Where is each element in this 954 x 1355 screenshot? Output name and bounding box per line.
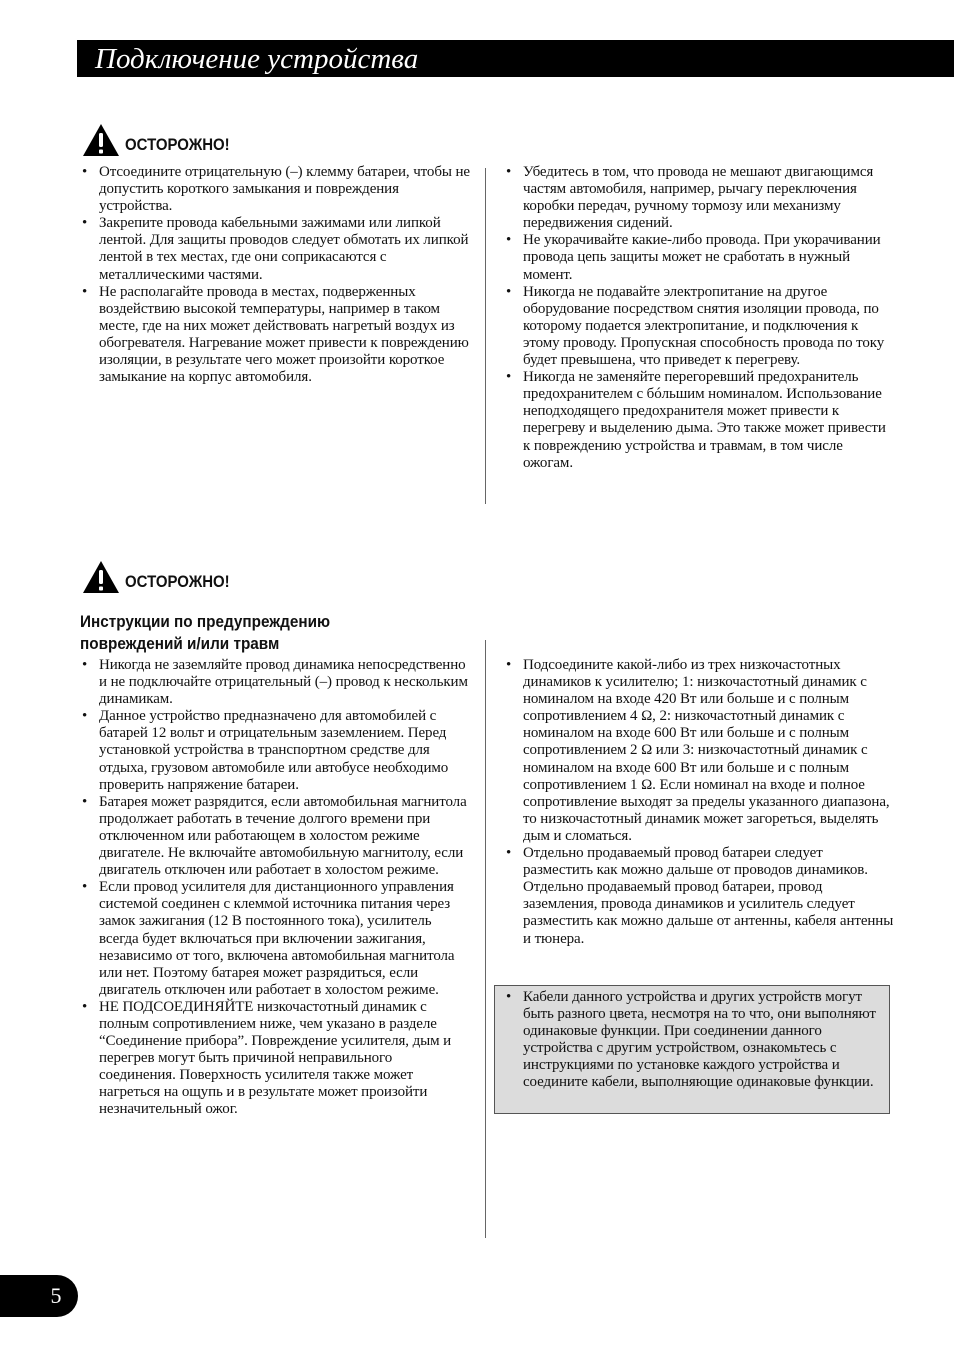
note-box	[494, 985, 890, 1114]
list-item: • Никогда не заменяйте перегоревший предохранитель предохранителем с бóльшим номиналом. Использование неподходящего предохранителя может привести к перегреву и выделению дыма. Это также может привести к повреждению устройства и травмам, в том числе ожогам.	[502, 369, 894, 472]
list-item: • Убедитесь в том, что провода не мешают двигающимся частям автомобиля, например, рычагу переключения коробки передач, ручному тормозу или механизму передвижения сидений.	[502, 164, 894, 232]
heading-line: Инструкции по предупреждению	[80, 612, 331, 631]
warning-triangle-icon	[82, 560, 120, 594]
list-item: • Не укорачивайте какие-либо провода. При укорачивании провода цепь защиты может не сработать в нужный момент.	[502, 232, 894, 283]
page-title: Подключение устройства	[95, 43, 419, 75]
list-item: • Никогда не подавайте электропитание на другое оборудование посредством снятия изоляции провода, по которому подается электропитание, и подключения к этому проводу. Пропускная способность провода по току будет превышена, что приведет к перегреву.	[502, 284, 894, 369]
section-title-bar	[77, 40, 954, 77]
list-item: • Отсоедините отрицательную (–) клемму батареи, чтобы не допустить короткого замыкания и повреждения устройства.	[78, 164, 470, 215]
list-item: • Если провод усилителя для дистанционного управления системой соединен с клеммой источника питания через замок зажигания (12 В постоянного тока), усилитель всегда будет включаться при включении зажигания, независимо от того, включена автомобильная магнитола или нет. Поэтому батарея может разрядиться, если двигатель отключен или работает в холостом режиме.	[78, 879, 470, 999]
section1-left-column	[78, 164, 470, 386]
note-content	[502, 989, 884, 1092]
note-item: • Кабели данного устройства и других устройств могут быть разного цвета, несмотря на то что, они выполняют одинаковые функции. При соединении данного устройства с другим устройством, ознакомьтесь с инструкциями по установке каждого устройства и соедините кабели, выполняющие одинаковые функции.	[502, 989, 884, 1092]
section2-left-column	[78, 657, 470, 1119]
list-item: • Отдельно продаваемый провод батареи следует разместить как можно дальше от проводов динамиков. Отдельно продаваемый провод батареи, провод заземления, провода динамиков и усилитель следует разместить как можно дальше от антенны, кабеля антенны и тюнера.	[502, 845, 894, 948]
column-divider	[485, 640, 486, 1238]
list-item: • Батарея может разрядится, если автомобильная магнитола продолжает работать в течение долгого времени при отключенном или работающем в холостом режиме двигателе. Не включайте автомобильную магнитолу, если двигатель отключен или работает в холостом режиме.	[78, 794, 470, 879]
section1-right-column	[502, 164, 894, 472]
list-item: • Закрепите провода кабельными зажимами или липкой лентой. Для защиты проводов следует обмотать их липкой лентой в тех местах, где они соприкасаются с металлическими частями.	[78, 215, 470, 283]
list-item: • Не располагайте провода в местах, подверженных воздействию высокой температуры, например в таком месте, где на них может действовать нагретый воздух из обогревателя. Нагревание может привести к повреждению изоляции, в результате чего может произойти короткое замыкание на корпус автомобиля.	[78, 284, 470, 387]
caution-label: ОСТОРОЖНО!	[125, 135, 230, 154]
list-item: • НЕ ПОДСОЕДИНЯЙТЕ низкочастотный динамик с полным сопротивлением ниже, чем указано в разделе “Соединение прибора”. Повреждение усилителя, дым и перегрев могут быть причиной неправильного соединения. Поверхность усилителя также может нагреться на ощупь и в результате может произойти незначительный ожог.	[78, 999, 470, 1119]
page-number-tab	[0, 1275, 78, 1317]
list-item: • Никогда не заземляйте провод динамика непосредственно и не подключайте отрицательный (–) провод к нескольким динамикам.	[78, 657, 470, 708]
list-item: • Данное устройство предназначено для автомобилей с батарей 12 вольт и отрицательным заземлением. Перед установкой устройства в транспортном средстве для отдыха, грузовом автомобиле или автобусе необходимо проверить напряжение батареи.	[78, 708, 470, 793]
heading-line: повреждений и/или травм	[80, 634, 280, 653]
section2-right-column	[502, 657, 894, 948]
caution-label: ОСТОРОЖНО!	[125, 572, 230, 591]
page-number: 5	[50, 1283, 62, 1308]
column-divider	[485, 168, 486, 504]
warning-triangle-icon	[82, 123, 120, 157]
section2-heading	[80, 611, 440, 655]
list-item: • Подсоедините какой-либо из трех низкочастотных динамиков к усилителю; 1: низкочастотный динамик с номиналом на входе 420 Вт или больше и с полным сопротивлением 4 Ω, 2: низкочастотный динамик с номиналом на входе 600 Вт или больше и с полным сопротивлением 2 Ω или 3: низкочастотный динамик с номиналом на входе 600 Вт или больше и с полным сопротивлением 1 Ω. Если номинал на входе и полное сопротивление выходят за пределы указанного диапазона, то низкочастотный динамик может загореться, выделять дым и сломаться.	[502, 657, 894, 845]
